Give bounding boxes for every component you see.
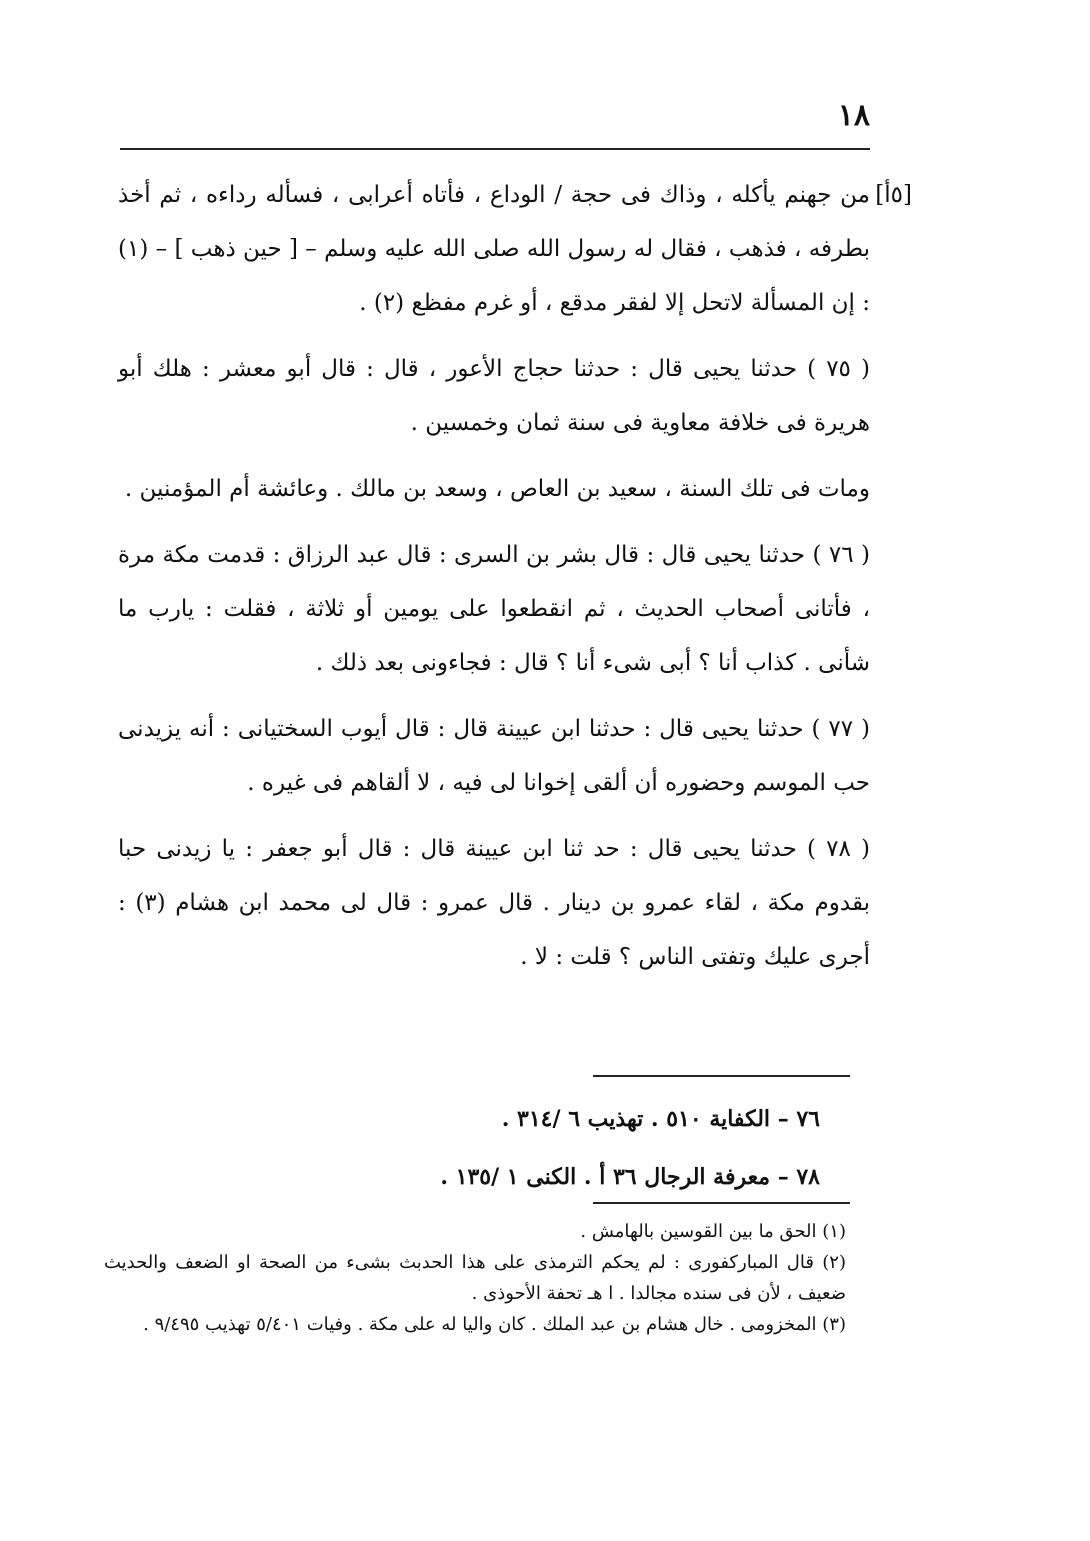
folio-mark: [٥أ] — [875, 182, 912, 208]
paragraph-continuation: من جهنم يأكله ، وذاك فى حجة / الوداع ، فأتاه أعرابى ، فسأله رداءه ، ثم أخذ بطرفه ، فذهب ، فقال له رسول الله صلى الله عليه وسلم – [ حين ذهب ] – (١) : إن المسألة لاتحل إلا لفقر مدقع ، أو غرم مفظع (٢) . — [118, 182, 870, 316]
footnotes-rule — [593, 1202, 850, 1204]
footnote-1: (١) الحق ما بين القوسين بالهامش . — [580, 1221, 846, 1242]
paragraph-77: ( ٧٧ ) حدثنا يحيى قال : حدثنا ابن عيينة قال : قال أيوب السختيانى : أنه يزيدنى حب الموسم وحضوره أن ألقى إخوانا لى فيه ، لا ألقاهم فى غيره . — [118, 716, 870, 796]
header-rule — [120, 148, 870, 150]
paragraph-78: ( ٧٨ ) حدثنا يحيى قال : حد ثنا ابن عيينة قال : قال أبو جعفر : يا زيدنى حبا بقدوم مكة ، لقاء عمرو بن دينار . قال عمرو : قال لى محمد ابن هشام (٣) : أجرى عليك وتفتى الناس ؟ قلت : لا . — [118, 836, 870, 970]
footnote-3: (٣) المخزومى . خال هشام بن عبد الملك . كان واليا له على مكة . وفيات ٥/٤٠١ تهذيب ٩/٤٩٥ . — [143, 1314, 846, 1335]
main-text — [118, 168, 870, 996]
footnote-2: (٢) قال المباركفورى : لم يحكم الترمذى على هذا الحدبث بشىء من الصحة او الضعف والحديث ضعيف ، لأن فى سنده مجالدا . ا هـ تحفة الأحوذى . — [104, 1252, 846, 1304]
page-number: ١٨ — [837, 98, 870, 133]
paragraph-75-cont: ومات فى تلك السنة ، سعيد بن العاص ، وسعد بن مالك . وعائشة أم المؤمنين . — [124, 476, 870, 502]
references-rule — [593, 1075, 850, 1077]
paragraph-76: ( ٧٦ ) حدثنا يحيى قال : قال بشر بن السرى : قال عبد الرزاق : قدمت مكة مرة ، فأتانى أصحاب الحديث ، ثم انقطعوا على يومين أو ثلاثة ، فقلت : يارب ما شأنى . كذاب أنا ؟ أبى شىء أنا ؟ قال : فجاءونى بعد ذلك . — [118, 542, 871, 676]
paragraph-75: ( ٧٥ ) حدثنا يحيى قال : حدثنا حجاج الأعور ، قال : قال أبو معشر : هلك أبو هريرة فى خلافة معاوية فى سنة ثمان وخمسين . — [118, 356, 870, 436]
references — [300, 1090, 820, 1206]
reference-76: ٧٦ – الكفاية ٥١٠ . تهذيب ٦ /٣١٤ . — [501, 1106, 820, 1132]
footnotes — [104, 1216, 846, 1340]
reference-78: ٧٨ – معرفة الرجال ٣٦ أ . الكنى ١ /١٣٥ . — [440, 1164, 820, 1190]
